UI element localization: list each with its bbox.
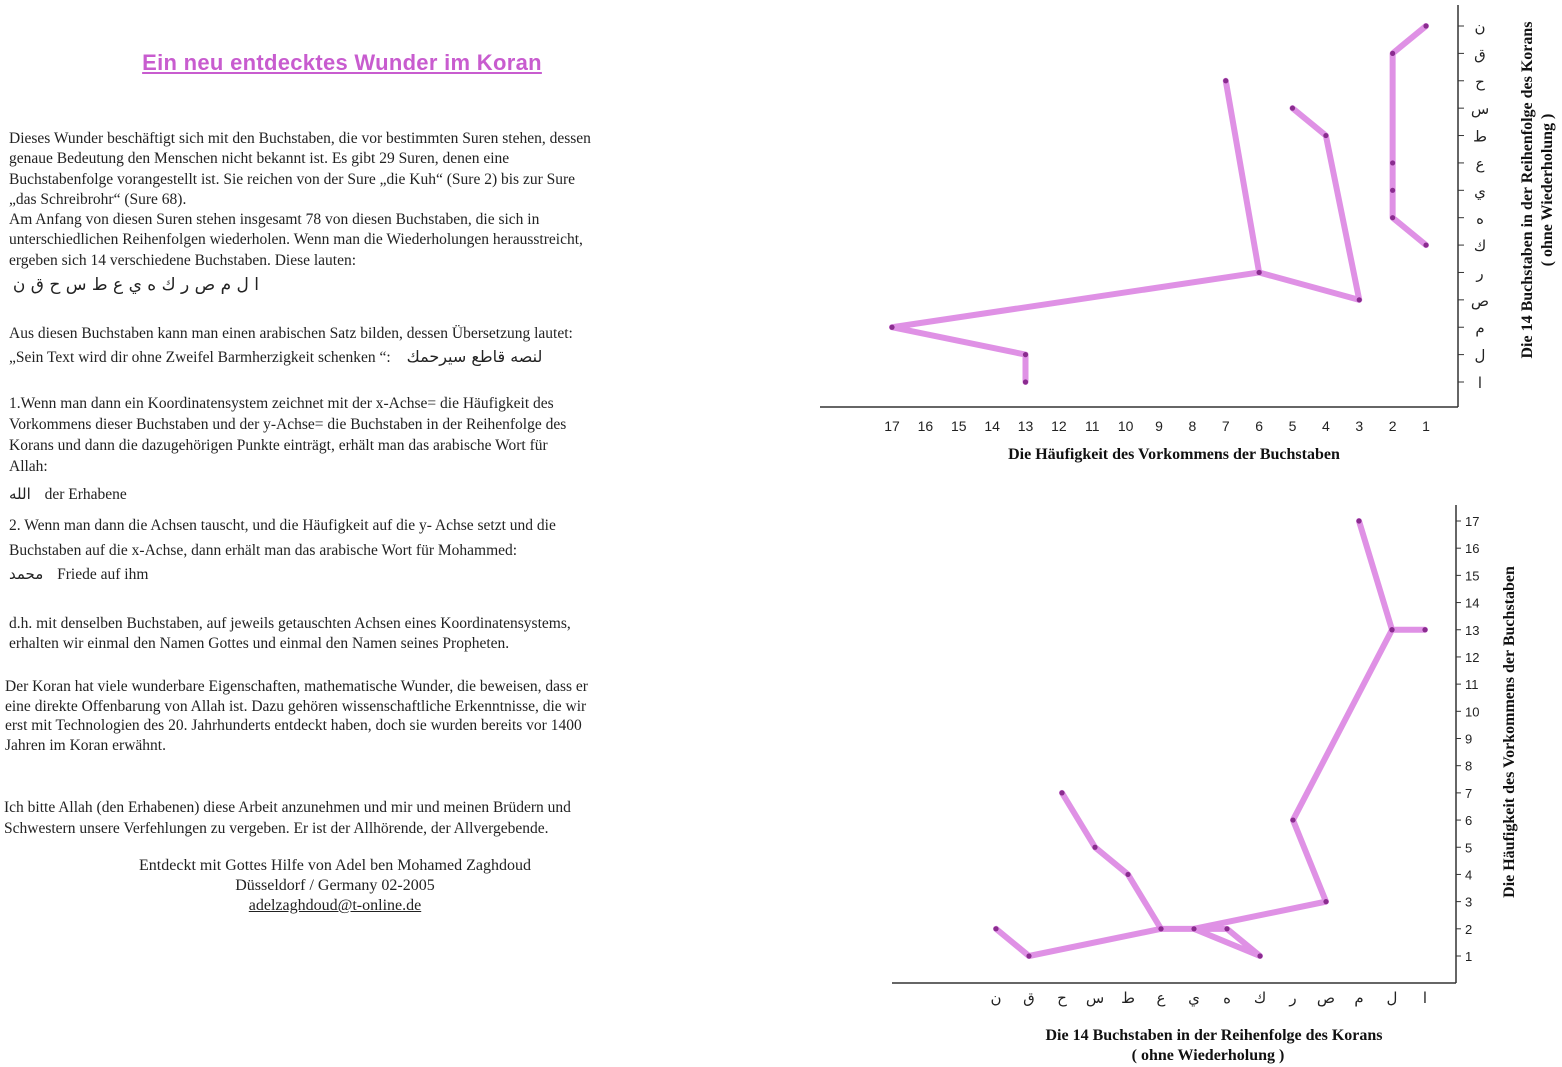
x-tick-label: 10 bbox=[1117, 418, 1134, 434]
text-line: Am Anfang von diesen Suren stehen insgesamt 78 von diesen Buchstaben, die sich in bbox=[9, 211, 540, 229]
text-line: ergeben sich 14 verschiedene Buchstaben. Diese lauten: bbox=[9, 251, 357, 269]
data-point bbox=[1423, 23, 1428, 28]
data-point bbox=[1224, 926, 1229, 931]
x-tick-label: 7 bbox=[1221, 418, 1230, 434]
y-axis-title: Die 14 Buchstaben in der Reihenfolge des Korans bbox=[1519, 21, 1536, 359]
series-line bbox=[996, 521, 1425, 956]
x-tick-label: ط bbox=[1121, 990, 1135, 1007]
x-tick-label: س bbox=[1085, 990, 1105, 1007]
x-tick-label: ه bbox=[1223, 990, 1231, 1007]
text-line: 1.Wenn man dann ein Koordinatensystem zeichnet mit der x-Achse= die Häufigkeit des bbox=[9, 395, 554, 412]
mohammed-chart-group bbox=[892, 505, 1461, 983]
y-tick-label: ح bbox=[1475, 73, 1485, 91]
y-tick-label: م bbox=[1475, 320, 1485, 338]
letters-line: ا ل م ص ر ك ه ي ع ط س ح ق ن bbox=[12, 275, 259, 295]
data-point bbox=[1125, 872, 1130, 877]
x-tick-label: 17 bbox=[884, 418, 900, 434]
data-point bbox=[1223, 78, 1228, 83]
y-tick-label: ك bbox=[1473, 238, 1487, 256]
text-line: Buchstaben auf die x-Achse, dann erhält man das arabische Wort für Mohammed: bbox=[9, 542, 518, 559]
y-tick-label: 11 bbox=[1465, 677, 1479, 693]
data-point bbox=[1390, 188, 1395, 193]
x-tick-label: 5 bbox=[1288, 418, 1297, 434]
x-tick-label: ح bbox=[1057, 990, 1067, 1007]
sentence-translation: „Sein Text wird dir ohne Zweifel Barmherzigkeit schenken “: bbox=[9, 349, 391, 366]
y-tick-label: 16 bbox=[1465, 541, 1480, 557]
x-tick-label: 6 bbox=[1255, 418, 1264, 434]
text-line: Der Koran hat viele wunderbare Eigenschaften, mathematische Wunder, die beweisen, dass er bbox=[5, 678, 588, 695]
data-point bbox=[1390, 51, 1395, 56]
y-tick-label: 9 bbox=[1465, 731, 1473, 747]
y-tick-label: 10 bbox=[1465, 704, 1480, 720]
series-line bbox=[892, 81, 1259, 382]
x-tick-label: 14 bbox=[984, 418, 1000, 434]
text-line: erhalten wir einmal den Namen Gottes und einmal den Namen seines Propheten. bbox=[9, 635, 510, 652]
y-tick-label: 14 bbox=[1465, 595, 1480, 611]
x-tick-label: 2 bbox=[1388, 418, 1397, 434]
y-tick-label: ط bbox=[1473, 128, 1487, 146]
x-tick-label: 3 bbox=[1355, 418, 1364, 434]
x-axis-subtitle: ( ohne Wiederholung ) bbox=[1131, 1047, 1285, 1064]
x-tick-label: 1 bbox=[1422, 418, 1430, 434]
text-line: erst mit Technologien des 20. Jahrhunderts entdeckt haben, doch sie wurden bereits vor 1400 bbox=[5, 717, 582, 734]
y-tick-label: ا bbox=[1477, 375, 1483, 392]
text-line: Dieses Wunder beschäftigt sich mit den Buchstaben, die vor bestimmten Suren stehen, dessen bbox=[9, 130, 591, 147]
y-tick-label: 3 bbox=[1465, 894, 1473, 910]
text-line: Schwestern unsere Verfehlungen zu vergeben. Er ist der Allhörende, der Allvergebende. bbox=[4, 820, 549, 837]
series-line bbox=[1062, 793, 1161, 929]
credits-author: Entdeckt mit Gottes Hilfe von Adel ben Mohamed Zaghdoud bbox=[139, 857, 531, 874]
y-tick-label: ع bbox=[1475, 155, 1485, 173]
data-point bbox=[1290, 106, 1295, 111]
data-point bbox=[1191, 926, 1196, 931]
data-point bbox=[993, 926, 998, 931]
series-line bbox=[1259, 108, 1359, 300]
mohammed-label: Friede auf ihm bbox=[57, 566, 149, 583]
y-tick-label: ر bbox=[1476, 265, 1484, 283]
y-tick-label: ه bbox=[1476, 210, 1484, 228]
x-tick-label: ق bbox=[1023, 990, 1035, 1007]
credits-place-date: Düsseldorf / Germany 02-2005 bbox=[235, 877, 435, 894]
data-point bbox=[1390, 160, 1395, 165]
x-tick-label: 9 bbox=[1155, 418, 1163, 434]
y-tick-label: 12 bbox=[1465, 649, 1480, 665]
x-tick-label: ك bbox=[1253, 990, 1267, 1007]
x-axis-title: Die 14 Buchstaben in der Reihenfolge des Korans bbox=[1045, 1027, 1383, 1044]
x-tick-label: 8 bbox=[1188, 418, 1197, 434]
text-line: Allah: bbox=[9, 458, 48, 475]
data-point bbox=[1422, 627, 1427, 632]
x-tick-label: ع bbox=[1156, 990, 1166, 1007]
data-point bbox=[1026, 953, 1031, 958]
data-point bbox=[1257, 953, 1262, 958]
data-point bbox=[1323, 899, 1328, 904]
y-tick-label: 5 bbox=[1465, 840, 1473, 856]
data-point bbox=[1257, 270, 1262, 275]
y-tick-label: س bbox=[1470, 101, 1490, 119]
y-tick-label: ي bbox=[1474, 183, 1486, 201]
text-line: d.h. mit denselben Buchstaben, auf jeweils getauschten Achsen eines Koordinatensystems, bbox=[9, 615, 571, 632]
x-tick-label: 13 bbox=[1017, 418, 1034, 434]
data-point bbox=[1357, 297, 1362, 302]
x-tick-label: ن bbox=[990, 990, 1002, 1007]
text-line: unterschiedlichen Reihenfolgen wiederholen. Wenn man die Wiederholungen herausstreicht, bbox=[9, 231, 583, 249]
data-point bbox=[1423, 242, 1428, 247]
y-axis-subtitle: ( ohne Wiederholung ) bbox=[1539, 113, 1556, 267]
x-tick-label: ص bbox=[1316, 990, 1336, 1007]
y-tick-label: 4 bbox=[1465, 867, 1473, 883]
y-tick-label: 7 bbox=[1465, 785, 1473, 801]
text-line: eine direkte Offenbarung von Allah ist. Dazu gehören wissenschaftliche Erkenntnisse, die wir bbox=[5, 697, 587, 715]
x-tick-label: 15 bbox=[950, 418, 967, 434]
y-tick-label: 8 bbox=[1465, 758, 1473, 774]
x-tick-label: م bbox=[1354, 990, 1364, 1007]
y-tick-label: ص bbox=[1470, 292, 1490, 310]
data-point bbox=[1323, 133, 1328, 138]
x-tick-label: ي bbox=[1188, 990, 1200, 1007]
data-point bbox=[1023, 379, 1028, 384]
series-line bbox=[1393, 26, 1426, 245]
x-tick-label: ر bbox=[1289, 990, 1297, 1007]
x-tick-label: 12 bbox=[1051, 418, 1067, 434]
mohammed-arabic: محمد bbox=[9, 565, 44, 583]
y-tick-label: ل bbox=[1474, 347, 1486, 365]
text-line: genaue Bedeutung den Menschen nicht bekannt ist. Es gibt 29 Suren, denen eine bbox=[9, 150, 510, 168]
text-line: „das Schreibrohr“ (Sure 68). bbox=[9, 190, 187, 208]
data-point bbox=[1389, 627, 1394, 632]
allah-arabic: الله bbox=[9, 485, 31, 503]
text-line: 2. Wenn man dann die Achsen tauscht, und die Häufigkeit auf die y- Achse setzt und die bbox=[9, 517, 556, 534]
text-line: Korans und dann die dazugehörigen Punkte einträgt, erhält man das arabische Wort für bbox=[9, 437, 548, 454]
y-tick-label: 6 bbox=[1465, 813, 1473, 829]
text-line: Vorkommens dieser Buchstaben und der y-Achse= die Buchstaben in der Reihenfolge des bbox=[9, 416, 567, 433]
y-tick-label: 17 bbox=[1465, 514, 1480, 529]
data-point bbox=[1092, 845, 1097, 850]
allah-label: der Erhabene bbox=[44, 486, 127, 503]
x-tick-label: 16 bbox=[917, 418, 934, 434]
x-tick-label: ا bbox=[1422, 990, 1428, 1007]
allah-chart-group bbox=[820, 5, 1464, 407]
text-line: Buchstabenfolge vorangestellt ist. Sie reichen von der Sure „die Kuh“ (Sure 2) bis zur Sure bbox=[9, 170, 576, 188]
x-tick-label: 11 bbox=[1084, 418, 1100, 434]
y-tick-label: 1 bbox=[1465, 949, 1473, 964]
y-tick-label: ن bbox=[1474, 19, 1486, 36]
data-point bbox=[1158, 926, 1163, 931]
text-line: Aus diesen Buchstaben kann man einen arabischen Satz bilden, dessen Übersetzung lautet: bbox=[9, 325, 573, 342]
x-tick-label: ل bbox=[1386, 990, 1398, 1007]
text-line: Jahren im Koran erwähnt. bbox=[5, 736, 166, 754]
y-tick-label: 2 bbox=[1465, 921, 1473, 937]
email-link[interactable]: adelzaghdoud@t-online.de bbox=[248, 897, 422, 914]
data-point bbox=[1023, 352, 1028, 357]
data-point bbox=[1390, 215, 1395, 220]
y-tick-label: 13 bbox=[1465, 622, 1480, 638]
data-point bbox=[889, 325, 894, 330]
data-point bbox=[1356, 518, 1361, 523]
sentence-arabic: لنصه قاطع سيرحمك bbox=[406, 347, 543, 366]
x-axis-title: Die Häufigkeit des Vorkommens der Buchstaben bbox=[1008, 446, 1340, 463]
x-tick-label: 4 bbox=[1321, 418, 1330, 434]
y-tick-label: 15 bbox=[1465, 568, 1480, 584]
data-point bbox=[1290, 817, 1295, 822]
text-line: Ich bitte Allah (den Erhabenen) diese Arbeit anzunehmen und mir und meinen Brüdern und bbox=[4, 799, 571, 816]
page-title: Ein neu entdecktes Wunder im Koran bbox=[142, 50, 542, 75]
y-tick-label: ق bbox=[1474, 46, 1486, 64]
y-axis-title: Die Häufigkeit des Vorkommens der Buchstaben bbox=[1501, 566, 1518, 898]
data-point bbox=[1059, 790, 1064, 795]
